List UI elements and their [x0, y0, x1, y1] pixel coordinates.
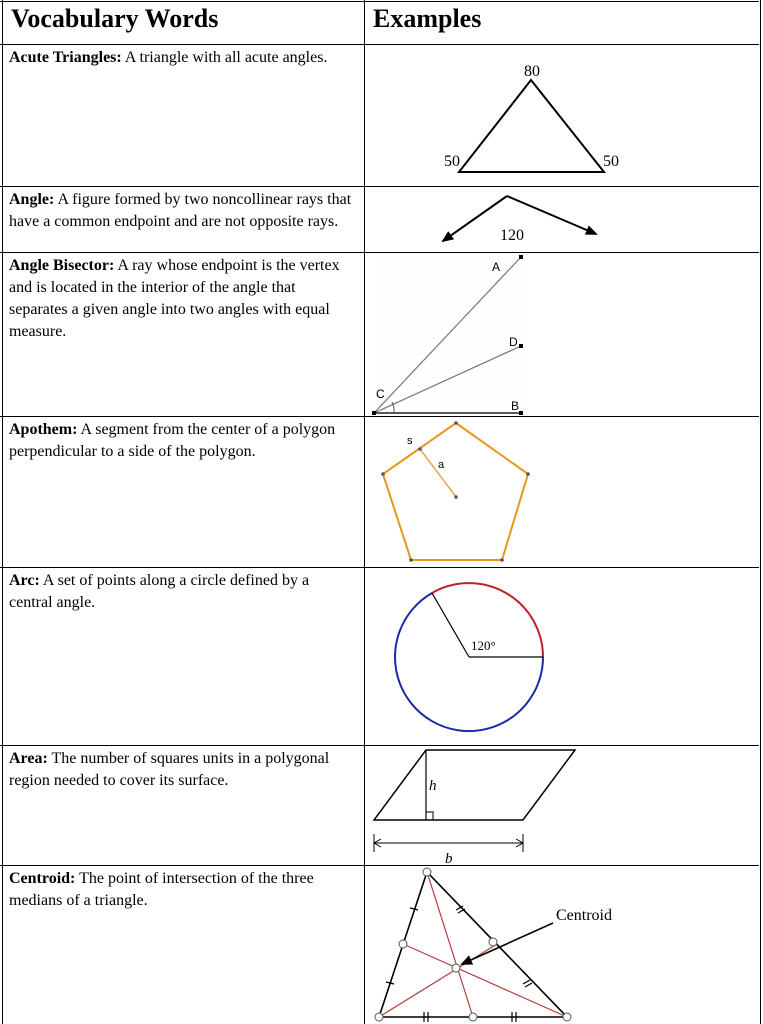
congruence-tick	[523, 980, 530, 984]
angle-label-right: 50	[603, 153, 619, 170]
angle-figure	[443, 196, 596, 244]
side-label: s	[407, 435, 413, 447]
major-arc	[395, 593, 543, 731]
congruence-tick	[525, 983, 532, 987]
centroid-callout-arrow	[462, 923, 553, 964]
label-c: C	[376, 387, 385, 401]
term: Area:	[9, 750, 48, 767]
apothem-label: a	[438, 459, 445, 471]
term: Arc:	[9, 572, 40, 589]
median-line	[427, 872, 473, 1017]
definition-text: The point of intersection of the three medians of a triangle.	[9, 870, 314, 909]
label-b: B	[511, 399, 520, 413]
centroid-point	[452, 964, 460, 972]
definition-text: A segment from the center of a polygon perpendicular to a side of the polygon.	[9, 421, 336, 460]
midpoint	[469, 1013, 477, 1021]
definition-text: A triangle with all acute angles.	[121, 49, 328, 66]
definition-text: The number of squares units in a polygonal region needed to cover its surface.	[9, 750, 330, 789]
vertex-dot	[526, 472, 530, 476]
midpoint	[489, 938, 497, 946]
median-line	[379, 944, 497, 1017]
base-label: b	[445, 851, 453, 867]
definition-text: A set of points along a circle defined by a central angle.	[9, 572, 310, 611]
parallelogram-shape	[374, 750, 575, 820]
term: Apothem:	[9, 421, 78, 438]
term: Acute Triangles:	[9, 49, 122, 66]
vertex-dot	[500, 558, 504, 562]
vertex-point	[563, 1013, 571, 1021]
midpoint-dot	[418, 447, 422, 451]
header-vocabulary-words: Vocabulary Words	[11, 4, 219, 33]
angle-bisector-figure	[370, 255, 525, 415]
label-d: D	[509, 335, 518, 349]
median-line	[403, 944, 567, 1017]
vertex-dot	[454, 421, 458, 425]
centroid-callout-label: Centroid	[556, 907, 612, 924]
acute-triangle-shape	[459, 80, 604, 172]
angle-label-left: 50	[444, 153, 460, 170]
vertex-point	[423, 868, 431, 876]
apothem-segment	[420, 449, 456, 497]
angle-measure-label: 120	[500, 227, 524, 244]
angle-label-top: 80	[524, 63, 540, 80]
term: Angle Bisector:	[9, 257, 115, 274]
central-angle-label: 120°	[471, 638, 496, 653]
point-a-marker	[519, 255, 523, 259]
definition-text: A figure formed by two noncollinear rays that have a common endpoint and are not opposite rays.	[9, 191, 352, 230]
header-examples: Examples	[373, 4, 482, 33]
vertex-point	[375, 1013, 383, 1021]
midpoint	[399, 940, 407, 948]
angle-ray-left	[443, 196, 507, 241]
vertex-dot	[409, 558, 413, 562]
height-label: h	[429, 778, 437, 794]
vertex-dot	[381, 472, 385, 476]
area-figure	[374, 750, 575, 867]
pentagon-shape	[383, 423, 528, 560]
radius-upper	[432, 593, 469, 657]
term: Centroid:	[9, 870, 76, 887]
point-b-marker	[519, 411, 523, 415]
label-a: A	[492, 260, 501, 274]
arc-figure	[395, 583, 543, 731]
apothem-figure	[381, 421, 530, 562]
center-dot	[454, 495, 458, 499]
point-c-marker	[372, 411, 376, 415]
point-d-marker	[519, 344, 523, 348]
definition-text: A ray whose endpoint is the vertex and is located in the interior of the angle that separates a given angle into two angles with equal measure.	[9, 257, 340, 340]
centroid-figure	[375, 868, 612, 1022]
term: Angle:	[9, 191, 55, 208]
right-angle-mark	[426, 812, 433, 820]
acute-triangle-figure	[444, 63, 619, 172]
